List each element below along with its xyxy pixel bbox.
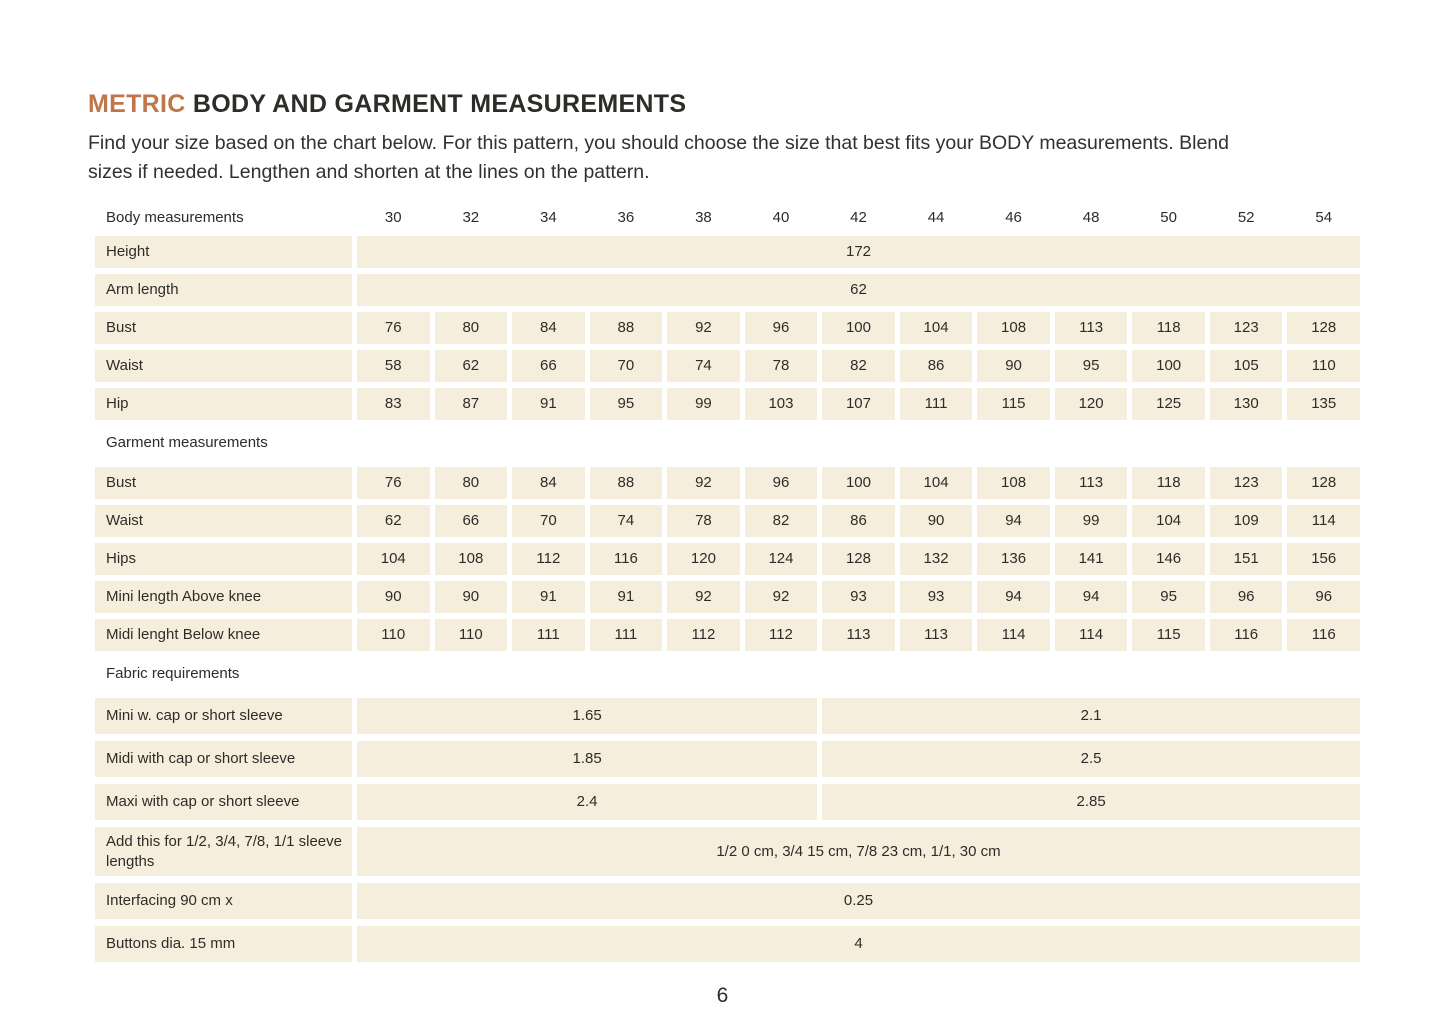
value-cell: 104 — [1132, 505, 1205, 537]
value-cell: 116 — [590, 543, 663, 575]
table-row — [95, 505, 1360, 537]
value-cell: 110 — [435, 619, 508, 651]
value-cell: 86 — [822, 505, 895, 537]
value-cell: 99 — [667, 388, 740, 420]
table-row — [95, 543, 1360, 575]
page-number: 6 — [716, 984, 729, 1007]
value-cell: 108 — [977, 467, 1050, 499]
value-cell: 104 — [900, 312, 973, 344]
value-cell: 116 — [1210, 619, 1283, 651]
table-row — [95, 741, 1360, 777]
size-column-header: 44 — [927, 209, 945, 227]
row-label: Maxi with cap or short sleeve — [95, 784, 352, 820]
value-cell: 114 — [1055, 619, 1128, 651]
table-row — [95, 581, 1360, 613]
value-cell: 156 — [1287, 543, 1360, 575]
value-cell: 113 — [1055, 312, 1128, 344]
table-row — [95, 827, 1360, 876]
page-title — [88, 90, 1360, 119]
value-cell: 66 — [512, 350, 585, 382]
value-cell: 91 — [512, 388, 585, 420]
table-row — [95, 883, 1360, 919]
row-label: Hips — [95, 543, 352, 575]
value-cell: 141 — [1055, 543, 1128, 575]
row-label: Bust — [95, 467, 352, 499]
value-cell-full-span: 4 — [357, 926, 1360, 962]
size-column-header: 38 — [695, 209, 712, 227]
value-cell: 74 — [667, 350, 740, 382]
row-label: Waist — [95, 505, 352, 537]
value-cell: 111 — [512, 619, 585, 651]
value-cell-right-span: 2.5 — [822, 741, 1360, 777]
value-cell: 124 — [745, 543, 818, 575]
table-row — [95, 619, 1360, 651]
value-cell: 100 — [822, 467, 895, 499]
value-cell: 135 — [1287, 388, 1360, 420]
value-cell: 88 — [590, 467, 663, 499]
section-header-row — [95, 657, 1360, 691]
value-cell: 86 — [900, 350, 973, 382]
section-header-label: Fabric requirements — [106, 665, 240, 683]
value-cell: 108 — [977, 312, 1050, 344]
value-cell: 95 — [590, 388, 663, 420]
value-cell: 105 — [1210, 350, 1283, 382]
value-cell: 94 — [1055, 581, 1128, 613]
value-cell: 90 — [357, 581, 430, 613]
value-cell: 62 — [435, 350, 508, 382]
value-cell-full-span: 62 — [357, 274, 1360, 306]
value-cell: 74 — [590, 505, 663, 537]
value-cell: 92 — [667, 581, 740, 613]
table-row — [95, 350, 1360, 382]
table-row — [95, 388, 1360, 420]
value-cell: 99 — [1055, 505, 1128, 537]
row-label: Arm length — [95, 274, 352, 306]
value-cell: 114 — [1287, 505, 1360, 537]
table-row — [95, 236, 1360, 268]
value-cell: 96 — [1210, 581, 1283, 613]
value-cell-right-span: 2.1 — [822, 698, 1360, 734]
title-rest: BODY AND GARMENT MEASUREMENTS — [185, 90, 687, 118]
size-column-header: 40 — [772, 209, 790, 227]
value-cell: 115 — [1132, 619, 1205, 651]
row-label: Bust — [95, 312, 352, 344]
size-column-header: 54 — [1315, 209, 1333, 227]
value-cell: 90 — [900, 505, 973, 537]
table-row — [95, 926, 1360, 962]
value-cell: 80 — [435, 467, 508, 499]
value-cell: 112 — [512, 543, 585, 575]
size-column-header: 42 — [850, 209, 867, 227]
table-header-row — [95, 203, 1360, 233]
value-cell: 104 — [900, 467, 973, 499]
value-cell: 120 — [1055, 388, 1128, 420]
value-cell: 125 — [1132, 388, 1205, 420]
title-accent: METRIC — [88, 90, 186, 118]
row-label: Hip — [95, 388, 352, 420]
value-cell: 123 — [1210, 467, 1283, 499]
size-column-header: 36 — [617, 209, 635, 227]
table-row — [95, 698, 1360, 734]
value-cell: 123 — [1210, 312, 1283, 344]
value-cell: 95 — [1055, 350, 1128, 382]
value-cell: 112 — [667, 619, 740, 651]
value-cell: 118 — [1132, 312, 1205, 344]
value-cell: 78 — [745, 350, 818, 382]
value-cell: 107 — [822, 388, 895, 420]
value-cell: 132 — [900, 543, 973, 575]
value-cell: 128 — [822, 543, 895, 575]
value-cell: 93 — [822, 581, 895, 613]
value-cell: 109 — [1210, 505, 1283, 537]
row-label: Waist — [95, 350, 352, 382]
row-label: Midi lenght Below knee — [95, 619, 352, 651]
value-cell: 111 — [590, 619, 663, 651]
size-column-header: 34 — [539, 209, 557, 227]
column-header-label: Body measurements — [106, 209, 244, 227]
value-cell: 116 — [1287, 619, 1360, 651]
value-cell: 136 — [977, 543, 1050, 575]
value-cell: 90 — [977, 350, 1050, 382]
value-cell: 62 — [357, 505, 430, 537]
value-cell: 66 — [435, 505, 508, 537]
row-label: Mini w. cap or short sleeve — [95, 698, 352, 734]
value-cell: 70 — [512, 505, 585, 537]
table-row — [95, 274, 1360, 306]
value-cell: 113 — [900, 619, 973, 651]
value-cell-left-span: 2.4 — [357, 784, 817, 820]
intro-text: Find your size based on the chart below. For this pattern, you should choose the size that best fits your BODY measurements. Blend sizes if needed. Lengthen and shorten at the lines on the pattern. — [88, 132, 1229, 183]
value-cell: 151 — [1210, 543, 1283, 575]
value-cell: 90 — [435, 581, 508, 613]
row-label: Buttons dia. 15 mm — [95, 926, 352, 962]
value-cell: 128 — [1287, 467, 1360, 499]
row-label: Mini length Above knee — [95, 581, 352, 613]
size-column-header: 32 — [462, 209, 480, 227]
size-column-header: 52 — [1237, 209, 1255, 227]
value-cell: 130 — [1210, 388, 1283, 420]
value-cell: 146 — [1132, 543, 1205, 575]
value-cell: 96 — [1287, 581, 1360, 613]
value-cell-full-span: 0.25 — [357, 883, 1360, 919]
value-cell-left-span: 1.85 — [357, 741, 817, 777]
size-column-header: 50 — [1160, 209, 1177, 227]
size-chart-table — [95, 203, 1360, 962]
section-header-label: Garment measurements — [106, 434, 268, 452]
value-cell: 92 — [667, 467, 740, 499]
value-cell: 88 — [590, 312, 663, 344]
table-row — [95, 784, 1360, 820]
table-row — [95, 312, 1360, 344]
value-cell: 91 — [512, 581, 585, 613]
table-row — [95, 467, 1360, 499]
value-cell: 128 — [1287, 312, 1360, 344]
value-cell: 94 — [977, 581, 1050, 613]
value-cell-left-span: 1.65 — [357, 698, 817, 734]
value-cell: 103 — [745, 388, 818, 420]
value-cell: 112 — [745, 619, 818, 651]
value-cell: 92 — [667, 312, 740, 344]
value-cell: 93 — [900, 581, 973, 613]
value-cell-full-span: 1/2 0 cm, 3/4 15 cm, 7/8 23 cm, 1/1, 30 cm — [357, 827, 1360, 876]
value-cell: 78 — [667, 505, 740, 537]
value-cell: 76 — [357, 312, 430, 344]
value-cell: 84 — [512, 467, 585, 499]
value-cell: 111 — [900, 388, 973, 420]
value-cell: 58 — [357, 350, 430, 382]
value-cell: 114 — [977, 619, 1050, 651]
value-cell-right-span: 2.85 — [822, 784, 1360, 820]
value-cell: 70 — [590, 350, 663, 382]
value-cell: 100 — [822, 312, 895, 344]
row-label: Height — [95, 236, 352, 268]
value-cell: 104 — [357, 543, 430, 575]
value-cell: 115 — [977, 388, 1050, 420]
row-label: Add this for 1/2, 3/4, 7/8, 1/1 sleeve lengths — [95, 827, 352, 876]
value-cell: 91 — [590, 581, 663, 613]
value-cell: 87 — [435, 388, 508, 420]
value-cell: 110 — [357, 619, 430, 651]
value-cell: 83 — [357, 388, 430, 420]
value-cell-full-span: 172 — [357, 236, 1360, 268]
value-cell: 92 — [745, 581, 818, 613]
size-column-header: 30 — [384, 209, 402, 227]
value-cell: 118 — [1132, 467, 1205, 499]
size-column-header: 48 — [1082, 209, 1100, 227]
value-cell: 82 — [745, 505, 818, 537]
value-cell: 95 — [1132, 581, 1205, 613]
value-cell: 94 — [977, 505, 1050, 537]
row-label: Interfacing 90 cm x — [95, 883, 352, 919]
section-header-row — [95, 426, 1360, 460]
value-cell: 108 — [435, 543, 508, 575]
value-cell: 120 — [667, 543, 740, 575]
value-cell: 100 — [1132, 350, 1205, 382]
value-cell: 84 — [512, 312, 585, 344]
value-cell: 96 — [745, 467, 818, 499]
value-cell: 96 — [745, 312, 818, 344]
value-cell: 76 — [357, 467, 430, 499]
value-cell: 82 — [822, 350, 895, 382]
value-cell: 110 — [1287, 350, 1360, 382]
value-cell: 113 — [1055, 467, 1128, 499]
row-label: Midi with cap or short sleeve — [95, 741, 352, 777]
value-cell: 80 — [435, 312, 508, 344]
value-cell: 113 — [822, 619, 895, 651]
size-column-header: 46 — [1005, 209, 1022, 227]
